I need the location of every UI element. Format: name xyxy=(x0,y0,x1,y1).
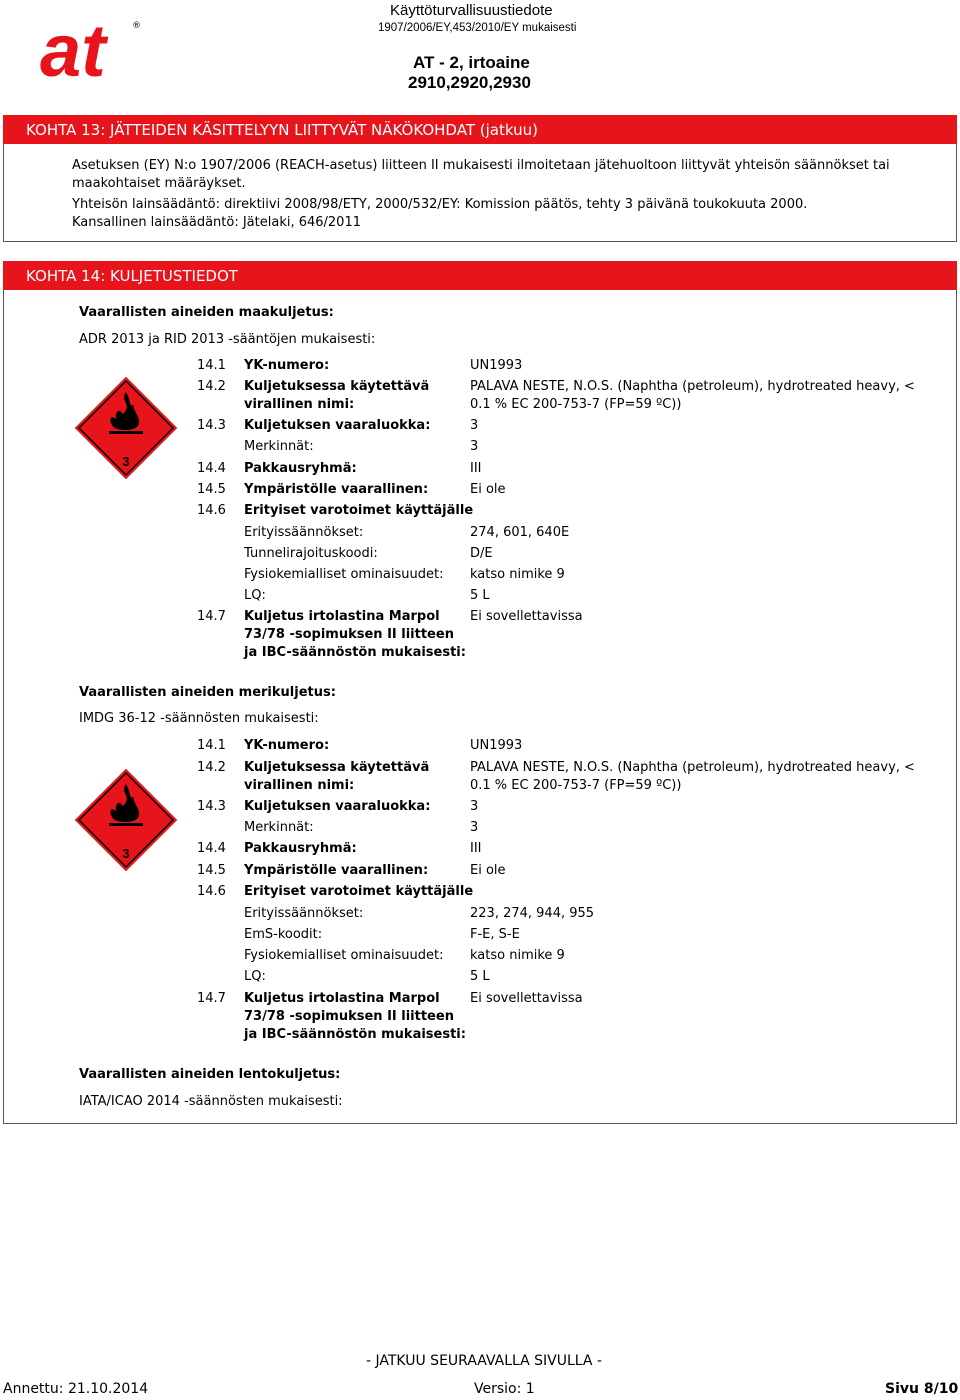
land-hazard-class-label: Kuljetuksen vaaraluokka: xyxy=(244,418,431,433)
product-codes: 2910,2920,2930 xyxy=(408,73,531,92)
land-labels-label: Merkinnät: xyxy=(244,439,314,454)
land-lq-value: 5 L xyxy=(470,588,490,603)
land-bulk-label-3: ja IBC-säännöstön mukaisesti: xyxy=(244,645,466,660)
land-hazard-class-index: 14.3 xyxy=(197,418,226,433)
sea-shipping-name-label-2: virallinen nimi: xyxy=(244,778,355,793)
land-bulk-index: 14.7 xyxy=(197,609,226,624)
sea-un-number-value: UN1993 xyxy=(470,738,523,753)
sea-environment-label: Ympäristölle vaarallinen: xyxy=(244,863,429,878)
placard-class-number: 3 xyxy=(122,846,130,861)
sea-shipping-name-index: 14.2 xyxy=(197,760,226,775)
sea-transport-heading: Vaarallisten aineiden merikuljetus: xyxy=(79,685,336,700)
sea-hazard-class-label: Kuljetuksen vaaraluokka: xyxy=(244,799,431,814)
sea-transport-subheading: IMDG 36-12 -säännösten mukaisesti: xyxy=(79,711,319,726)
land-labels-value: 3 xyxy=(470,439,479,454)
sea-packing-group-value: III xyxy=(470,841,482,856)
sea-bulk-value: Ei sovellettavissa xyxy=(470,991,583,1006)
sea-physchem-value: katso nimike 9 xyxy=(470,948,565,963)
land-environment-index: 14.5 xyxy=(197,482,226,497)
land-un-number-value: UN1993 xyxy=(470,358,523,373)
sea-bulk-index: 14.7 xyxy=(197,991,226,1006)
land-shipping-name-label-2: virallinen nimi: xyxy=(244,397,355,412)
sea-hazard-class-index: 14.3 xyxy=(197,799,226,814)
sea-environment-index: 14.5 xyxy=(197,863,226,878)
land-un-number-label: YK-numero: xyxy=(244,358,330,373)
land-special-provisions-label: Erityissäännökset: xyxy=(244,525,364,540)
land-shipping-name-value-1: PALAVA NESTE, N.O.S. (Naphtha (petroleum), hydrotreated heavy, < xyxy=(470,379,915,394)
issue-date: Annettu: 21.10.2014 xyxy=(3,1381,149,1397)
section-14-title: KOHTA 14: KULJETUSTIEDOT xyxy=(3,261,957,290)
sea-precautions-index: 14.6 xyxy=(197,884,226,899)
sea-hazard-class-value: 3 xyxy=(470,799,479,814)
land-shipping-name-index: 14.2 xyxy=(197,379,226,394)
product-name: AT - 2, irtoaine xyxy=(413,53,530,72)
land-transport-heading: Vaarallisten aineiden maakuljetus: xyxy=(79,305,334,320)
flammable-liquid-placard xyxy=(72,374,180,482)
land-bulk-label-2: 73/78 -sopimuksen II liitteen xyxy=(244,627,454,642)
sea-lq-label: LQ: xyxy=(244,969,266,984)
sea-labels-value: 3 xyxy=(470,820,479,835)
sea-ems-codes-label: EmS-koodit: xyxy=(244,927,323,942)
land-tunnel-code-label: Tunnelirajoituskoodi: xyxy=(244,546,378,561)
sea-lq-value: 5 L xyxy=(470,969,490,984)
land-packing-group-value: III xyxy=(470,461,482,476)
section-13-line-3: Yhteisön lainsäädäntö: direktiivi 2008/98/ETY, 2000/532/EY: Komission päätös, tehty 3 päivänä toukokuuta 2000. xyxy=(72,197,808,212)
logo-text: at xyxy=(40,14,106,84)
sea-bulk-label-3: ja IBC-säännöstön mukaisesti: xyxy=(244,1027,466,1042)
sea-packing-group-index: 14.4 xyxy=(197,841,226,856)
land-shipping-name-value-2: 0.1 % EC 200-753-7 (FP=59 ºC)) xyxy=(470,397,682,412)
sea-packing-group-label: Pakkausryhmä: xyxy=(244,841,357,856)
land-physchem-label: Fysiokemialliset ominaisuudet: xyxy=(244,567,444,582)
land-un-number-index: 14.1 xyxy=(197,358,226,373)
company-logo xyxy=(40,14,150,84)
sea-bulk-label-1: Kuljetus irtolastina Marpol xyxy=(244,991,440,1006)
land-precautions-label: Erityiset varotoimet käyttäjälle xyxy=(244,503,474,518)
land-bulk-value: Ei sovellettavissa xyxy=(470,609,583,624)
section-13-title: KOHTA 13: JÄTTEIDEN KÄSITTELYYN LIITTYVÄT NÄKÖKOHDAT (jatkuu) xyxy=(3,115,957,144)
logo-registered: ® xyxy=(132,21,141,31)
land-precautions-index: 14.6 xyxy=(197,503,226,518)
sea-shipping-name-label-1: Kuljetuksessa käytettävä xyxy=(244,760,430,775)
land-lq-label: LQ: xyxy=(244,588,266,603)
sea-environment-value: Ei ole xyxy=(470,863,506,878)
land-transport-subheading: ADR 2013 ja RID 2013 -sääntöjen mukaisesti: xyxy=(79,332,376,347)
sea-bulk-label-2: 73/78 -sopimuksen II liitteen xyxy=(244,1009,454,1024)
section-13-line-4: Kansallinen lainsäädäntö: Jätelaki, 646/2011 xyxy=(72,215,361,230)
land-hazard-class-value: 3 xyxy=(470,418,479,433)
continue-notice: - JATKUU SEURAAVALLA SIVULLA - xyxy=(366,1353,603,1369)
sea-un-number-label: YK-numero: xyxy=(244,738,330,753)
flammable-liquid-placard-sea xyxy=(72,766,180,874)
sea-ems-codes-value: F-E, S-E xyxy=(470,927,520,942)
land-tunnel-code-value: D/E xyxy=(470,546,493,561)
sea-shipping-name-value-1: PALAVA NESTE, N.O.S. (Naphtha (petroleum), hydrotreated heavy, < xyxy=(470,760,915,775)
version: Versio: 1 xyxy=(474,1381,535,1397)
document-type: Käyttöturvallisuustiedote xyxy=(390,2,553,19)
sea-un-number-index: 14.1 xyxy=(197,738,226,753)
placard-class-number: 3 xyxy=(122,454,130,469)
sea-labels-label: Merkinnät: xyxy=(244,820,314,835)
air-transport-subheading: IATA/ICAO 2014 -säännösten mukaisesti: xyxy=(79,1094,343,1109)
land-packing-group-index: 14.4 xyxy=(197,461,226,476)
page-number: Sivu 8/10 xyxy=(885,1381,959,1397)
section-13-line-2: maakohtaiset määräykset. xyxy=(72,176,246,191)
sea-special-provisions-value: 223, 274, 944, 955 xyxy=(470,906,595,921)
air-transport-heading: Vaarallisten aineiden lentokuljetus: xyxy=(79,1067,341,1082)
land-bulk-label-1: Kuljetus irtolastina Marpol xyxy=(244,609,440,624)
land-environment-value: Ei ole xyxy=(470,482,506,497)
sea-precautions-label: Erityiset varotoimet käyttäjälle xyxy=(244,884,474,899)
sea-physchem-label: Fysiokemialliset ominaisuudet: xyxy=(244,948,444,963)
regulation-reference: 1907/2006/EY,453/2010/EY mukaisesti xyxy=(378,22,577,34)
sea-special-provisions-label: Erityissäännökset: xyxy=(244,906,364,921)
land-packing-group-label: Pakkausryhmä: xyxy=(244,461,357,476)
land-environment-label: Ympäristölle vaarallinen: xyxy=(244,482,429,497)
sea-shipping-name-value-2: 0.1 % EC 200-753-7 (FP=59 ºC)) xyxy=(470,778,682,793)
land-special-provisions-value: 274, 601, 640E xyxy=(470,525,570,540)
land-shipping-name-label-1: Kuljetuksessa käytettävä xyxy=(244,379,430,394)
land-physchem-value: katso nimike 9 xyxy=(470,567,565,582)
section-13-line-1: Asetuksen (EY) N:o 1907/2006 (REACH-asetus) liitteen II mukaisesti ilmoitetaan jätehuoltoon liittyvät yhteisön säännökset tai xyxy=(72,158,890,173)
